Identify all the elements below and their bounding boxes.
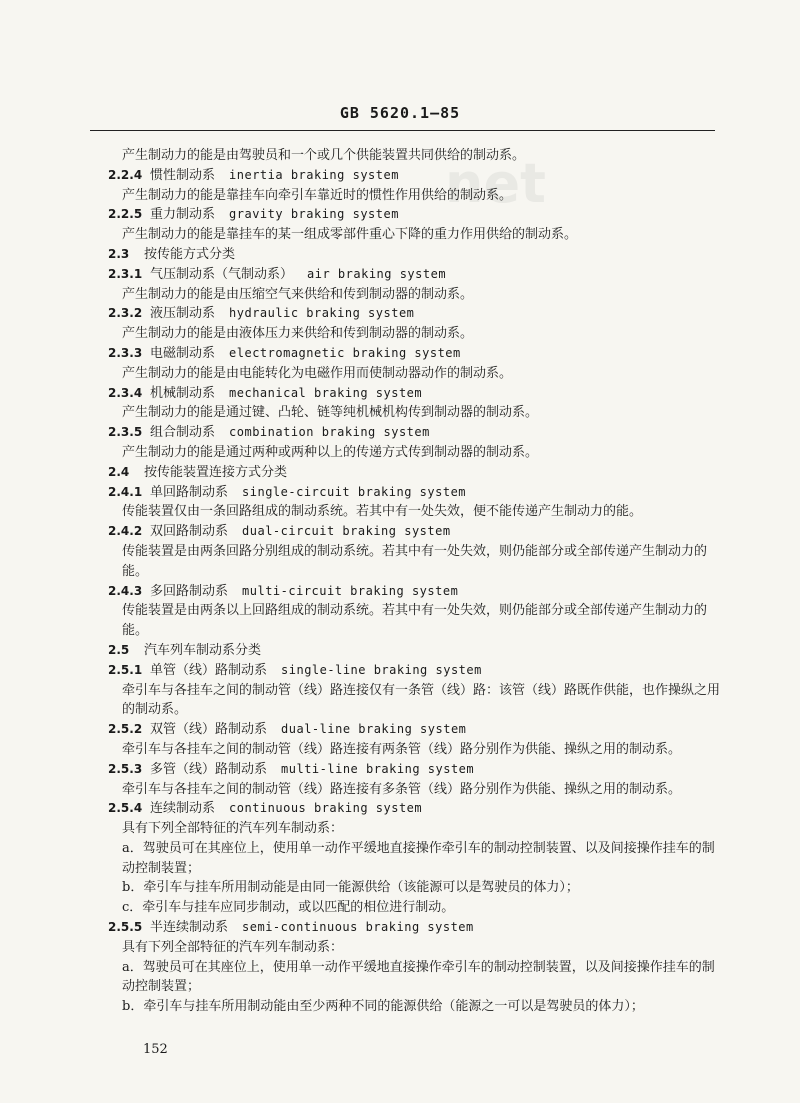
definition-text: 产生制动力的能是由驾驶员和一个或几个供能装置共同供给的制动系。 (122, 148, 526, 163)
definition-text: 产生制动力的能是由压缩空气来供给和传到制动器的制动系。 (122, 286, 474, 302)
term-heading (100, 166, 720, 186)
term-english: gravity braking system (229, 207, 399, 222)
term-heading (100, 799, 720, 819)
clause-number: 2.3 (108, 246, 130, 261)
term-heading (100, 384, 720, 404)
term-heading (100, 344, 720, 364)
term-heading (100, 918, 720, 938)
definition-text: 产生制动力的能是通过键、凸轮、链等纯机械机构传到制动器的制动系。 (122, 405, 539, 421)
term-heading (100, 304, 720, 324)
definition-text: 产生制动力的能是靠挂车的某一组成零部件重心下降的重力作用供给的制动系。 (122, 227, 578, 243)
term-english: air braking system (307, 266, 447, 281)
term-chinese: 按传能方式分类 (144, 246, 236, 262)
term-english: dual-line braking system (281, 722, 467, 737)
section-heading (100, 641, 720, 661)
term-heading (100, 661, 720, 681)
definition-text: 牵引车与各挂车之间的制动管（线）路连接有两条管（线）路分别作为供能、操纵之用的制动系。 (122, 741, 682, 757)
clause-number: 2.3.3 (108, 345, 143, 360)
clause-number: 2.4.2 (108, 524, 143, 539)
section-heading (100, 245, 720, 265)
clause-number: 2.2.5 (108, 207, 143, 222)
term-english: multi-line braking system (281, 761, 475, 776)
header-rule (90, 130, 715, 131)
clause-number: 2.4 (108, 464, 130, 479)
clause-number: 2.4.1 (108, 484, 143, 499)
term-heading (100, 265, 720, 285)
definition-text: 具有下列全部特征的汽车列车制动系： (122, 821, 344, 837)
term-chinese: 半连续制动系 (150, 920, 229, 936)
term-english: multi-circuit braking system (242, 583, 459, 598)
clause-number: 2.4.3 (108, 583, 143, 598)
term-english: dual-circuit braking system (242, 524, 451, 539)
clause-number: 2.5 (108, 642, 130, 657)
term-heading (100, 483, 720, 503)
definition-text: b．牵引车与挂车所用制动能由至少两种不同的能源供给（能源之一可以是驾驶员的体力）； (122, 999, 644, 1015)
definition-text: 牵引车与各挂车之间的制动管（线）路连接仅有一条管（线）路：该管（线）路既作供能，也作操纵之用的制动系。 (122, 682, 721, 718)
term-english: continuous braking system (229, 801, 423, 816)
page-number: 152 (143, 1042, 168, 1057)
term-chinese: 单管（线）路制动系 (150, 662, 268, 678)
term-heading (100, 205, 720, 225)
term-chinese: 重力制动系 (150, 207, 216, 223)
term-chinese: 惯性制动系 (150, 167, 216, 183)
term-chinese: 连续制动系 (150, 801, 216, 817)
clause-number: 2.5.1 (108, 662, 143, 677)
standard-code-header: GB 5620.1—85 (339, 104, 461, 122)
clause-number: 2.5.2 (108, 722, 143, 737)
clause-number: 2.5.3 (108, 761, 143, 776)
definition-text: 传能装置仅由一条回路组成的制动系统。若其中有一处失效，便不能传递产生制动力的能。 (122, 504, 643, 520)
section-heading (100, 463, 720, 483)
clause-number: 2.2.4 (108, 167, 143, 182)
term-english: semi-continuous braking system (242, 920, 474, 935)
watermark: net (445, 152, 546, 215)
term-english: single-circuit braking system (242, 484, 467, 499)
term-heading (100, 720, 720, 740)
term-chinese: 双管（线）路制动系 (150, 722, 268, 738)
term-heading (100, 760, 720, 780)
term-chinese: 气压制动系（气制动系） (150, 266, 294, 282)
definition-text: 具有下列全部特征的汽车列车制动系： (122, 939, 344, 955)
term-english: inertia braking system (229, 167, 399, 182)
definition-text: 产生制动力的能是由液体压力来供给和传到制动器的制动系。 (122, 326, 474, 342)
definition-text: 传能装置是由两条回路分别组成的制动系统。若其中有一处失效，则仍能部分或全部传递产生制动力的能。 (122, 543, 708, 579)
term-chinese: 电磁制动系 (150, 345, 216, 361)
term-english: combination braking system (229, 425, 430, 440)
term-chinese: 组合制动系 (150, 425, 216, 441)
term-english: single-line braking system (281, 662, 482, 677)
term-english: mechanical braking system (229, 385, 423, 400)
term-chinese: 多回路制动系 (150, 583, 229, 599)
term-chinese: 机械制动系 (150, 385, 216, 401)
term-chinese: 液压制动系 (150, 306, 216, 322)
clause-number: 2.5.5 (108, 920, 143, 935)
definition-text: 产生制动力的能是通过两种或两种以上的传递方式传到制动器的制动系。 (122, 444, 539, 460)
term-chinese: 单回路制动系 (150, 484, 229, 500)
term-heading (100, 582, 720, 602)
definition-text: a．驾驶员可在其座位上，使用单一动作平缓地直接操作牵引车的制动控制装置、以及间接操作挂车的制动控制装置； (122, 840, 715, 876)
definition-text: 牵引车与各挂车之间的制动管（线）路连接有多条管（线）路分别作为供能、操纵之用的制动系。 (122, 781, 682, 797)
term-heading (100, 423, 720, 443)
term-chinese: 按传能装置连接方式分类 (144, 464, 288, 480)
clause-number: 2.3.1 (108, 266, 143, 281)
clause-number: 2.3.2 (108, 306, 143, 321)
term-english: electromagnetic braking system (229, 345, 461, 360)
clause-number: 2.5.4 (108, 801, 143, 816)
term-chinese: 双回路制动系 (150, 524, 229, 540)
definition-text: a．驾驶员可在其座位上，使用单一动作平缓地直接操作牵引车的制动控制装置，以及间接操作挂车的制动控制装置； (122, 959, 715, 995)
definition-text: 产生制动力的能是由电能转化为电磁作用而使制动器动作的制动系。 (122, 365, 513, 381)
term-english: hydraulic braking system (229, 306, 415, 321)
term-chinese: 汽车列车制动系分类 (144, 642, 262, 658)
term-heading (100, 522, 720, 542)
definition-text: b．牵引车与挂车所用制动能是由同一能源供给（该能源可以是驾驶员的体力）； (122, 880, 579, 896)
definition-text: 传能装置是由两条以上回路组成的制动系统。若其中有一处失效，则仍能部分或全部传递产生制动力的能。 (122, 603, 708, 639)
clause-number: 2.3.4 (108, 385, 143, 400)
term-chinese: 多管（线）路制动系 (150, 761, 268, 777)
definition-text: 产生制动力的能是靠挂车向牵引车靠近时的惯性作用供给的制动系。 (122, 187, 513, 203)
definition-text: c．牵引车与挂车应同步制动，或以匹配的相位进行制动。 (122, 900, 455, 916)
clause-number: 2.3.5 (108, 425, 143, 440)
document-body (100, 146, 720, 1017)
